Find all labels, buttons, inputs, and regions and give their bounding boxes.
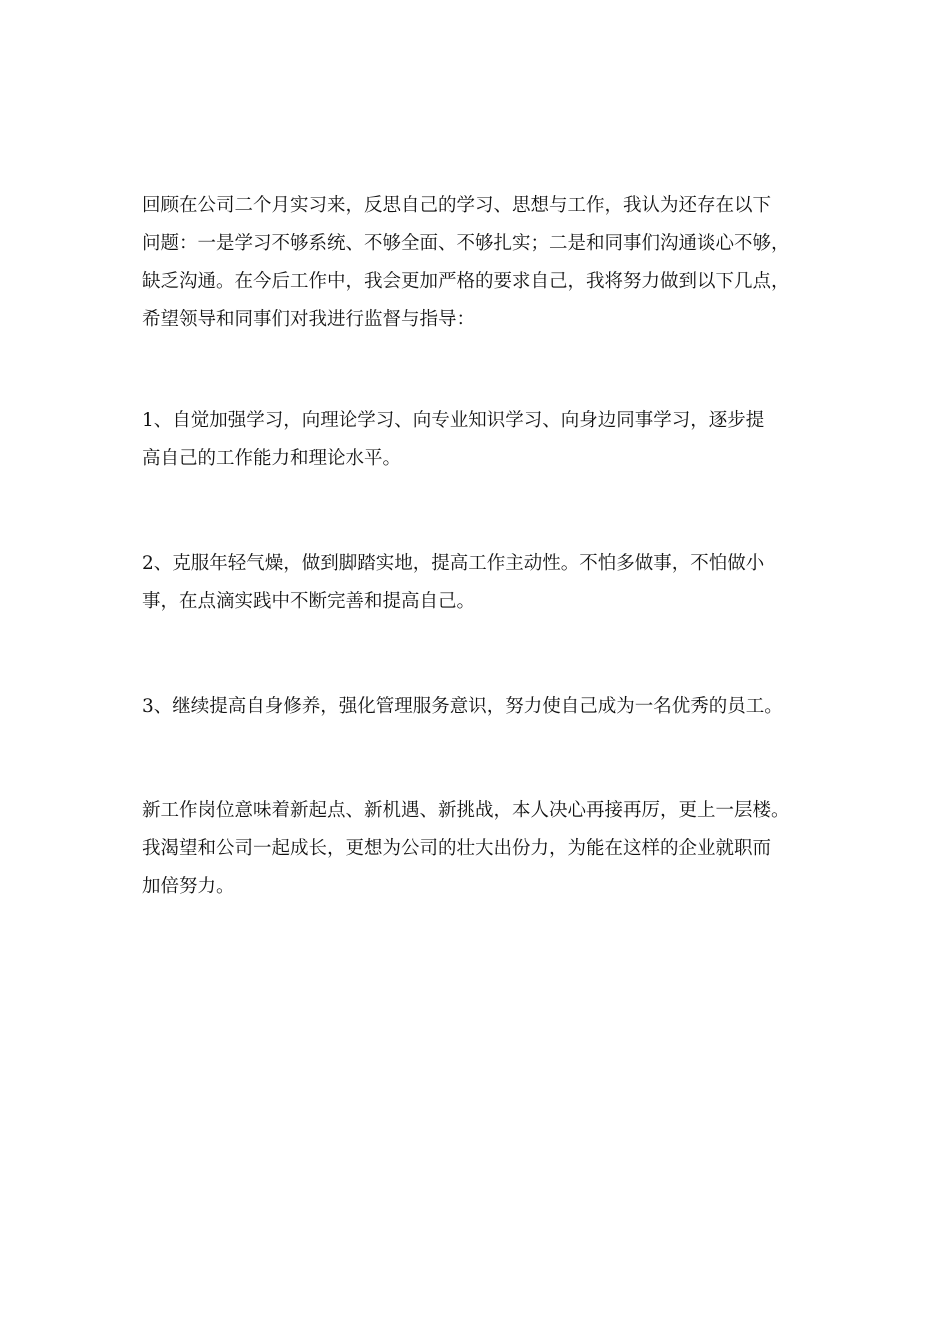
paragraph-line: 1、自觉加强学习，向理论学习、向专业知识学习、向身边同事学习，逐步提 [142, 410, 765, 431]
paragraph-line: 加倍努力。 [142, 876, 235, 897]
list-item-3 [142, 688, 842, 726]
list-item-2 [142, 545, 842, 621]
paragraph-line: 我渴望和公司一起成长，更想为公司的壮大出份力，为能在这样的企业就职而 [142, 838, 772, 859]
paragraph-line: 回顾在公司二个月实习来，反思自己的学习、思想与工作，我认为还存在以下 [142, 195, 772, 216]
paragraph-line: 高自己的工作能力和理论水平。 [142, 448, 402, 469]
paragraph-line: 问题：一是学习不够系统、不够全面、不够扎实；二是和同事们沟通谈心不够， [142, 233, 790, 254]
paragraph-line: 3、继续提高自身修养，强化管理服务意识，努力使自己成为一名优秀的员工。 [142, 696, 783, 717]
paragraph-line: 新工作岗位意味着新起点、新机遇、新挑战，本人决心再接再厉，更上一层楼。 [142, 800, 790, 821]
paragraph-line: 事，在点滴实践中不断完善和提高自己。 [142, 591, 476, 612]
paragraph-closing [142, 792, 842, 906]
list-item-1 [142, 402, 842, 478]
paragraph-line: 2、克服年轻气燥，做到脚踏实地，提高工作主动性。不怕多做事，不怕做小 [142, 553, 765, 574]
paragraph-line: 希望领导和同事们对我进行监督与指导： [142, 309, 476, 330]
paragraph-reflection [142, 187, 842, 339]
paragraph-line: 缺乏沟通。在今后工作中，我会更加严格的要求自己，我将努力做到以下几点， [142, 271, 790, 292]
